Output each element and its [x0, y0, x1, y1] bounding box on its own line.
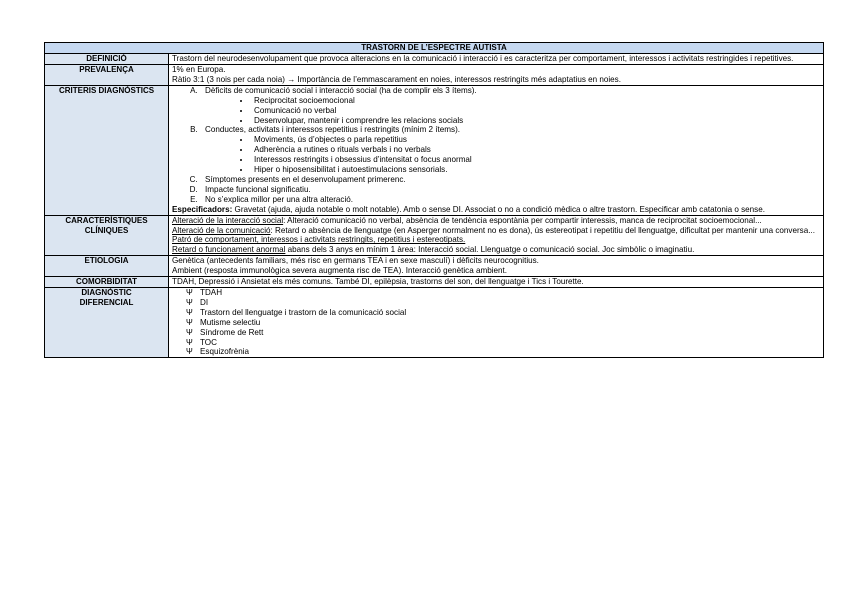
list-item: • Desenvolupar, mantenir i comprendre les relacions socials [251, 116, 820, 126]
feature-title: Retard o funcionament anormal [172, 245, 286, 255]
list-item [186, 318, 820, 328]
cell-diagnostic [169, 288, 824, 358]
psi-bullet-icon: Ψ [186, 317, 193, 327]
psi-bullet-icon: Ψ [186, 288, 193, 298]
label-caracteristiques-line-2: CLÍNIQUES [84, 225, 129, 235]
list-item: • Hiper o hiposensibilitat i autoestimulacions sensorials. [251, 165, 820, 175]
list-item: • Reciprocitat socioemocional [251, 96, 820, 106]
feature-communication [172, 226, 820, 236]
list-item: • Moviments, ús d’objectes o parla repetitius [251, 135, 820, 145]
text-comorbiditat: TDAH, Depressió i Ansietat els més comuns. També DI, epilèpsia, trastorns del son, del llenguatge i Tics i Tourette. [169, 277, 824, 288]
feature-behaviour-pattern [172, 235, 820, 245]
criteria-list [172, 86, 820, 205]
criterion-b-items [205, 135, 820, 175]
list-item: • Adherència a rutines o rituals verbals i no verbals [251, 145, 820, 155]
list-item [186, 338, 820, 348]
criterion-a [200, 86, 820, 126]
feature-text: : Alteració comunicació no verbal, absència de tendència espontània per compartir interessis, manca de reciprocitat socioemocional... [283, 215, 762, 225]
label-diagnostic [45, 288, 169, 358]
label-definicio: DEFINICIÓ [45, 54, 169, 65]
differential-item: TOC [200, 337, 217, 347]
especificadors [172, 205, 820, 215]
psi-bullet-icon: Ψ [186, 307, 193, 317]
row-prevalenca [45, 65, 824, 86]
feature-social-interaction [172, 216, 820, 226]
feature-title: Alteració de la interacció social [172, 215, 284, 225]
table-title: TRASTORN DE L’ESPECTRE AUTISTA [45, 43, 824, 54]
title-row [45, 43, 824, 54]
label-prevalenca: PREVALENÇA [45, 65, 169, 86]
label-comorbiditat: COMORBIDITAT [45, 277, 169, 288]
criterion-e: E. No s’explica millor per una altra alteració. [200, 195, 820, 205]
feature-title: Alteració de la comunicació [172, 225, 271, 235]
psi-bullet-icon: Ψ [186, 297, 193, 307]
prevalenca-line-2: Ràtio 3:1 (3 nois per cada noia) → Importància de l’emmascarament en noies, interessos restringits més adaptatius en noies. [172, 74, 621, 84]
criterion-b [200, 125, 820, 175]
differential-item: Mutisme selectiu [200, 317, 261, 327]
differential-item: DI [200, 297, 209, 307]
criterion-d: D. Impacte funcional significatiu. [200, 185, 820, 195]
feature-title: Patró de comportament, interessos i activitats restringits, repetitius i estereotipats. [172, 235, 466, 245]
differential-item: Esquizofrènia [200, 347, 250, 357]
list-item: • Interessos restringits i obsessius d’intensitat o focus anormal [251, 155, 820, 165]
psi-bullet-icon: Ψ [186, 337, 193, 347]
cell-criteris [169, 85, 824, 215]
label-caracteristiques-line-1: CARACTERÍSTIQUES [65, 215, 148, 225]
differential-item: Síndrome de Rett [200, 327, 264, 337]
feature-text: : Retard o absència de llenguatge (en Asperger normalment no es dona), ús estereotipat i repetitiu del llenguatge, dificultat per mantenir una conversa... [270, 225, 815, 235]
text-definicio: Trastorn del neurodesenvolupament que provoca alteracions en la comunicació i interacció i es caracteritza per comportament, interessos i activitats restringides i repetitives. [169, 54, 824, 65]
list-item [186, 328, 820, 338]
differential-list [172, 288, 820, 357]
feature-early-delay [172, 245, 820, 255]
row-comorbiditat [45, 277, 824, 288]
list-item [186, 308, 820, 318]
label-caracteristiques [45, 215, 169, 256]
list-item [186, 288, 820, 298]
criterion-b-text: Conductes, activitats i interessos repetitius i restringits (mínim 2 ítems). [205, 125, 461, 135]
prevalenca-line-1: 1% en Europa. [172, 65, 226, 74]
cell-prevalenca [169, 65, 824, 86]
label-criteris: CRITERIS DIAGNÒSTICS [45, 85, 169, 215]
list-item [186, 298, 820, 308]
etiologia-line-1: Genètica (antecedents familiars, més risc en germans TEA i en sexe masculí) i dèficits neurocognitius. [172, 256, 539, 266]
psi-bullet-icon: Ψ [186, 347, 193, 357]
feature-text: abans dels 3 anys en mínim 1 àrea: Interacció social. Llenguatge o comunicació social. Joc simbòlic o imaginatiu. [285, 245, 695, 255]
label-diagnostic-line-1: DIAGNÒSTIC [81, 288, 132, 298]
cell-caracteristiques [169, 215, 824, 256]
differential-item: Trastorn del llenguatge i trastorn de la comunicació social [200, 307, 407, 317]
criterion-a-text: Dèficits de comunicació social i interacció social (ha de complir els 3 ítems). [205, 85, 477, 95]
list-item [186, 347, 820, 357]
row-etiologia [45, 256, 824, 277]
differential-item: TDAH [200, 288, 223, 298]
row-definicio [45, 54, 824, 65]
etiologia-line-2: Ambient (resposta immunològica severa augmenta risc de TEA). Interacció genètica ambient. [172, 266, 508, 276]
autism-summary-table [44, 42, 824, 358]
row-criteris [45, 85, 824, 215]
label-diagnostic-line-2: DIFERENCIAL [79, 298, 134, 308]
row-diagnostic [45, 288, 824, 358]
row-caracteristiques [45, 215, 824, 256]
label-etiologia: ETIOLOGIA [45, 256, 169, 277]
criterion-c: C. Símptomes presents en el desenvolupament primerenc. [200, 175, 820, 185]
especificadors-text: Gravetat (ajuda, ajuda notable o molt notable). Amb o sense DI. Associat o no a condició mèdica o altre trastorn. Especificar amb catatonia o sense. [232, 204, 765, 214]
cell-etiologia [169, 256, 824, 277]
psi-bullet-icon: Ψ [186, 327, 193, 337]
especificadors-label: Especificadors: [172, 204, 233, 214]
criterion-a-items [205, 96, 820, 126]
list-item: • Comunicació no verbal [251, 106, 820, 116]
